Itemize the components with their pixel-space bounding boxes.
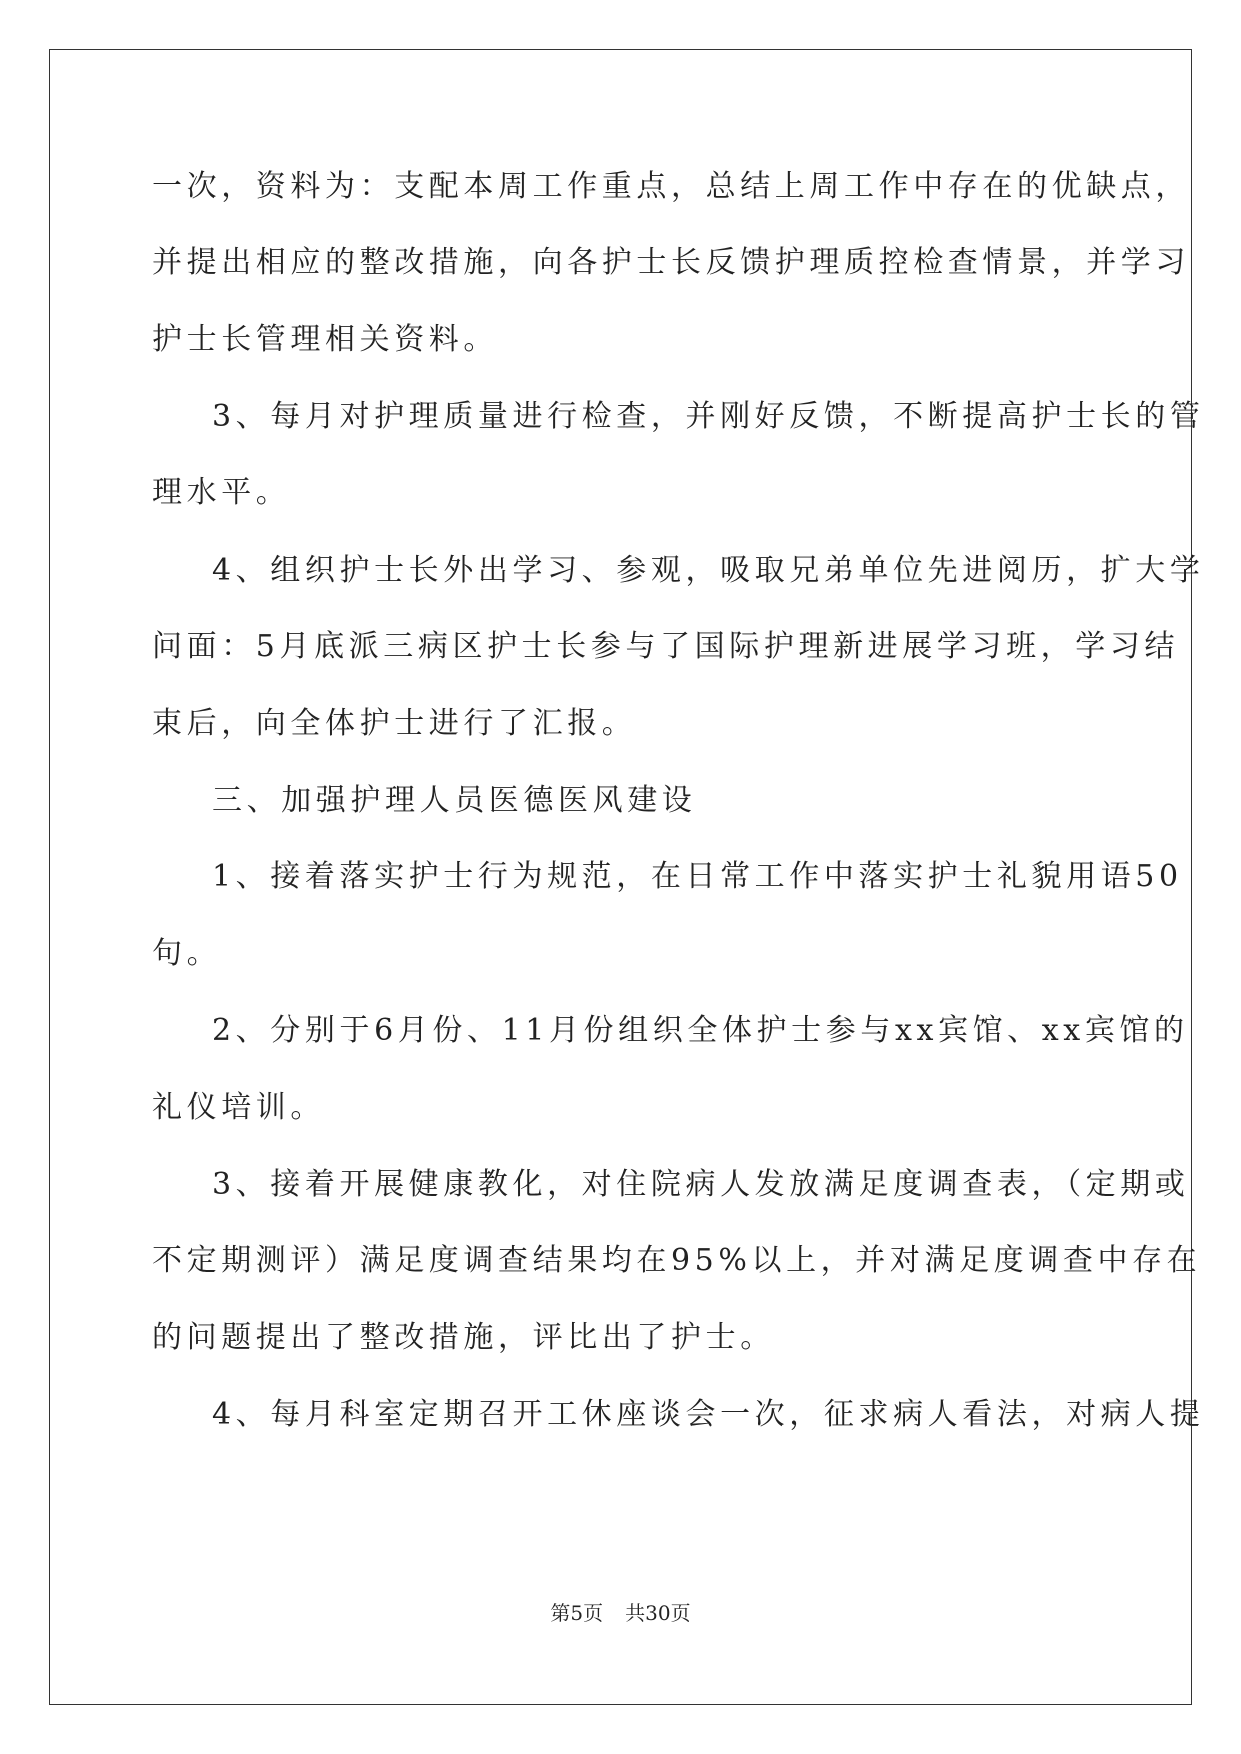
text-line-14: 3、接着开展健康教化，对住院病人发放满足度调查表，（定期或 (212, 1167, 1190, 1202)
text-line-12: 2、分别于6月份、11月份组织全体护士参与xx宾馆、xx宾馆的 (212, 1013, 1189, 1048)
page-footer (0, 1601, 1241, 1625)
text-line-11: 句。 (152, 936, 222, 971)
text-line-6: 4、组织护士长外出学习、参观，吸取兄弟单位先进阅历，扩大学 (212, 553, 1205, 588)
text-line-2: 并提出相应的整改措施，向各护士长反馈护理质控检查情景，并学习 (152, 245, 1190, 280)
text-line-17: 4、每月科室定期召开工休座谈会一次，征求病人看法，对病人提 (212, 1397, 1205, 1432)
text-line-5: 理水平。 (152, 475, 291, 510)
section-heading: 三、加强护理人员医德医风建设 (212, 783, 697, 818)
text-line-8: 束后，向全体护士进行了汇报。 (152, 706, 637, 741)
text-line-15: 不定期测评）满足度调查结果均在95%以上，并对满足度调查中存在 (152, 1243, 1202, 1278)
text-line-10: 1、接着落实护士行为规范，在日常工作中落实护士礼貌用语50 (212, 859, 1183, 894)
text-line-13: 礼仪培训。 (152, 1090, 325, 1125)
text-line-3: 护士长管理相关资料。 (152, 322, 498, 357)
text-line-16: 的问题提出了整改措施，评比出了护士。 (152, 1320, 775, 1355)
text-line-7: 问面：5月底派三病区护士长参与了国际护理新进展学习班，学习结 (152, 629, 1180, 664)
page-total: 共30页 (625, 1601, 691, 1625)
text-line-1: 一次，资料为：支配本周工作重点，总结上周工作中存在的优缺点， (152, 169, 1190, 204)
text-line-4: 3、每月对护理质量进行检查，并刚好反馈，不断提高护士长的管 (212, 399, 1205, 434)
page-number: 第5页 (550, 1601, 604, 1625)
